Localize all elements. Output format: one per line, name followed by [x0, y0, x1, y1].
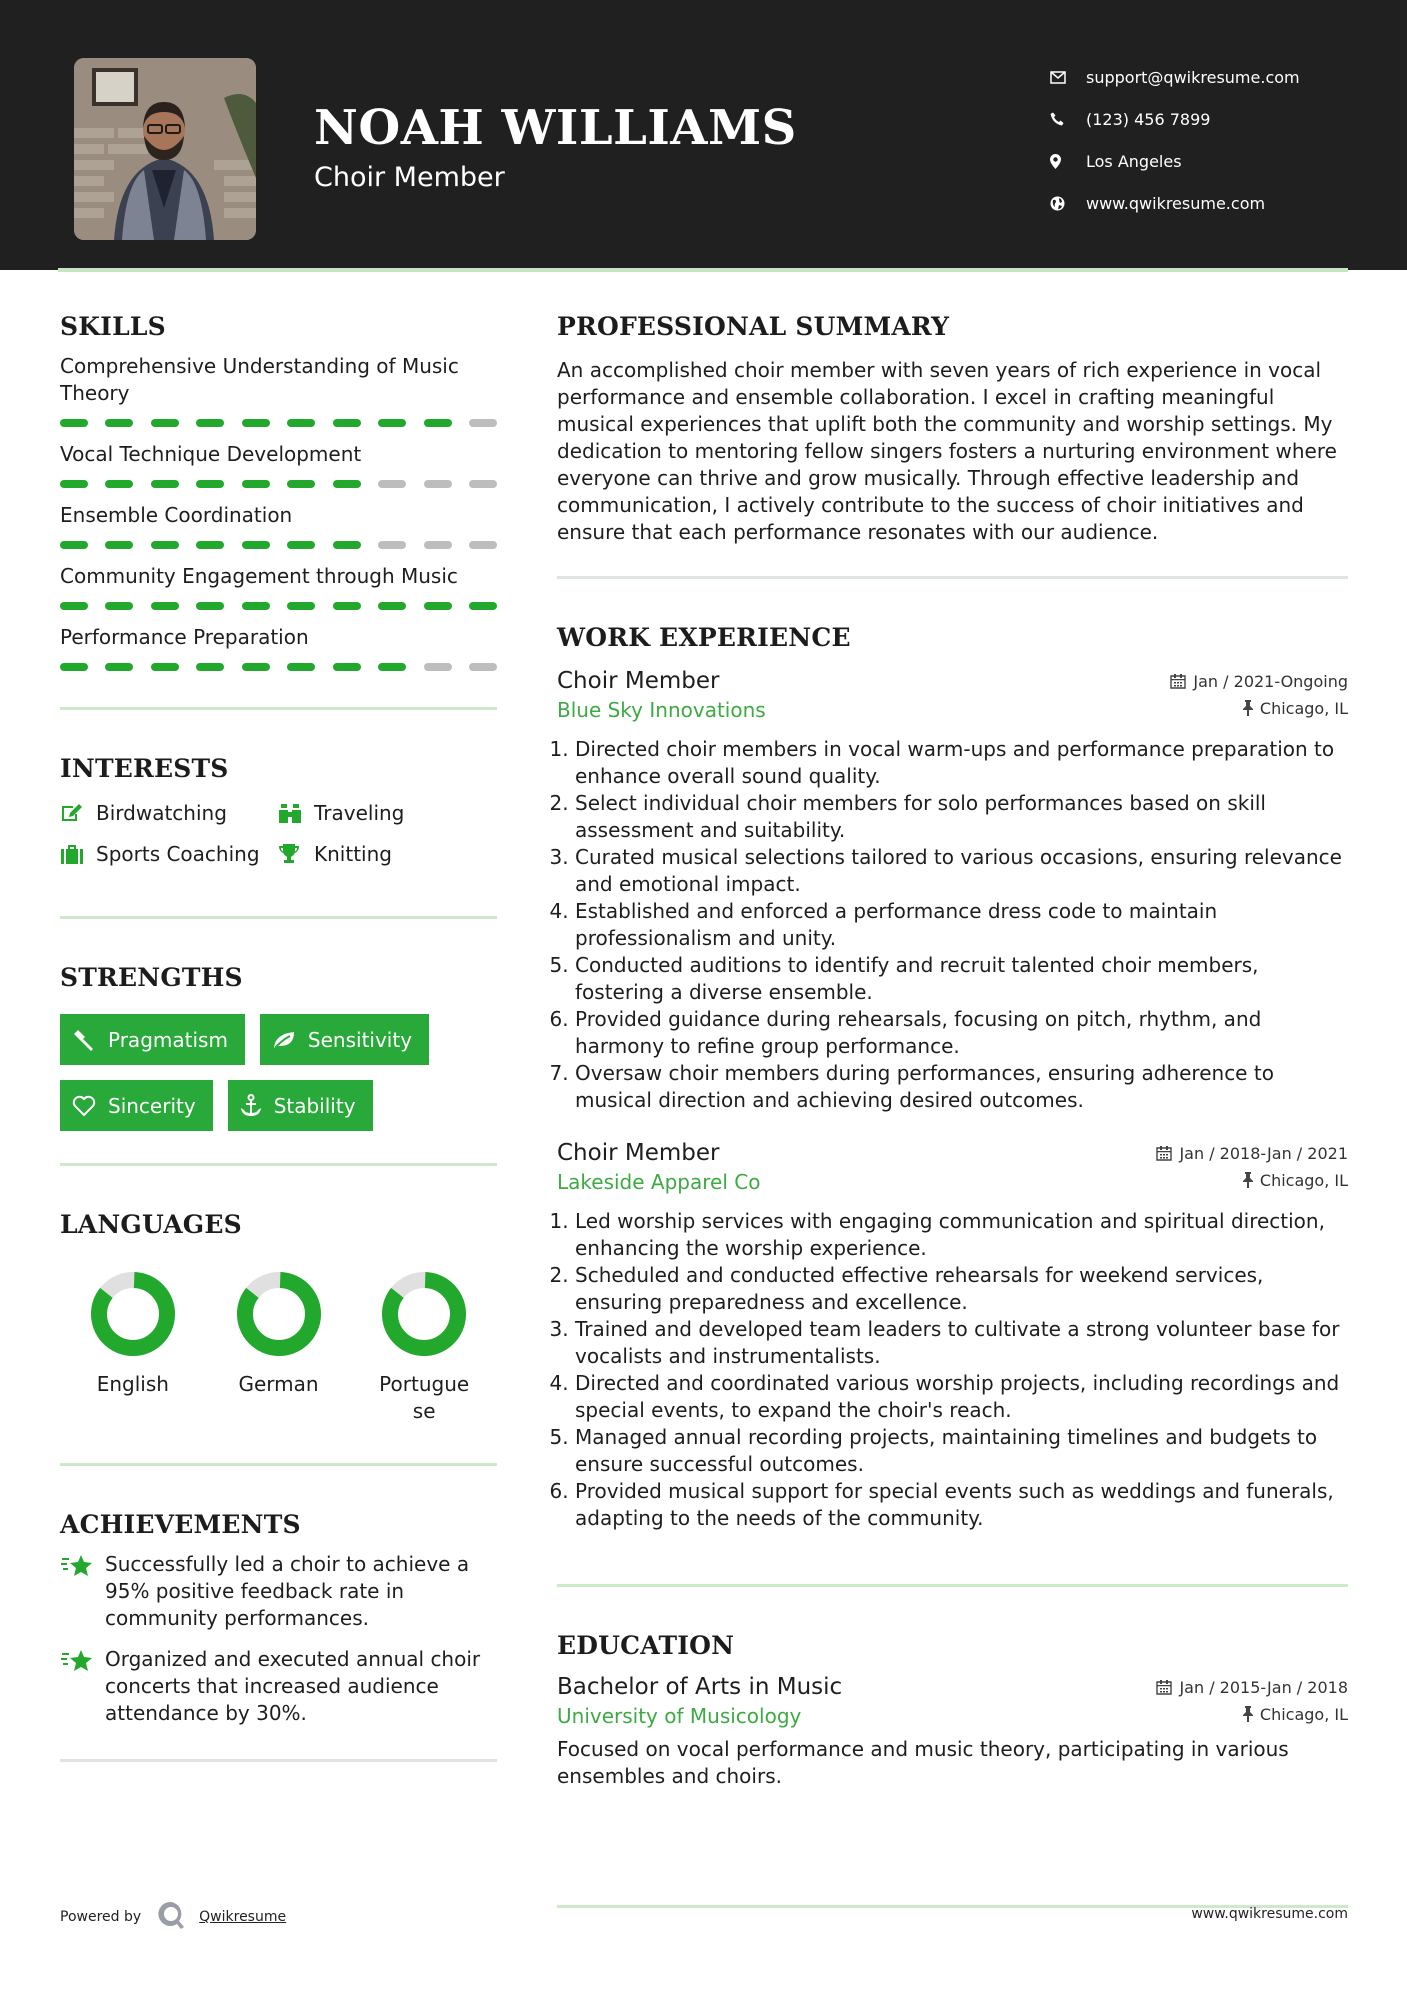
- skill-rating-bar: [60, 419, 497, 427]
- powered-by-label: Powered by: [60, 1909, 142, 1925]
- binoculars-icon: [278, 802, 314, 824]
- rating-segment: [151, 480, 179, 488]
- language-label: Portuguese: [379, 1372, 470, 1423]
- resume-header: [0, 0, 1407, 270]
- calendar-icon: [1156, 1679, 1172, 1695]
- calendar-icon: [1170, 673, 1186, 689]
- education-dates: [1156, 1678, 1348, 1697]
- rating-segment: [469, 541, 497, 549]
- interest-item: [60, 842, 278, 866]
- globe-icon: [1050, 196, 1086, 211]
- suitcase-icon: [60, 844, 96, 864]
- rating-segment: [196, 480, 224, 488]
- interest-item: [60, 801, 278, 825]
- profile-photo-image: [74, 58, 256, 240]
- duty-item: 4. Established and enforced a performance dress code to maintain professionalism and unity.: [575, 898, 1348, 952]
- duty-item: 2. Scheduled and conducted effective rehearsals for weekend services, ensuring preparedness and excellence.: [575, 1262, 1348, 1316]
- section-divider: [557, 576, 1348, 579]
- language-label: English: [96, 1372, 169, 1396]
- contact-email-text: support@qwikresume.com: [1086, 67, 1300, 87]
- footer-url[interactable]: www.qwikresume.com: [1191, 1906, 1348, 1922]
- experience-title: WORK EXPERIENCE: [557, 623, 851, 652]
- pushpin-icon: [1243, 1706, 1253, 1722]
- rating-segment: [242, 663, 270, 671]
- job-dates: [1156, 1144, 1348, 1163]
- rating-segment: [378, 480, 406, 488]
- duty-item: 6. Provided guidance during rehearsals, focusing on pitch, rhythm, and harmony to refine group performance.: [575, 1006, 1348, 1060]
- rating-segment: [242, 541, 270, 549]
- strength-badge: [60, 1014, 245, 1065]
- job-location-text: Chicago, IL: [1259, 1170, 1348, 1190]
- contact-website-text: www.qwikresume.com: [1086, 193, 1266, 213]
- rating-segment: [469, 663, 497, 671]
- anchor-icon: [240, 1094, 262, 1118]
- calendar-icon: [1156, 1145, 1172, 1161]
- rating-segment: [378, 663, 406, 671]
- achievement-text: Successfully led a choir to achieve a 95% positive feedback rate in community performances.: [105, 1552, 470, 1630]
- strength-label: Sincerity: [108, 1093, 196, 1118]
- rating-segment: [242, 419, 270, 427]
- education-section: [557, 1631, 1348, 1790]
- language-item: [206, 1269, 352, 1425]
- rating-segment: [196, 541, 224, 549]
- rating-segment: [424, 663, 452, 671]
- skill-rating-bar: [60, 663, 497, 671]
- language-item: [351, 1269, 497, 1425]
- map-marker-icon: [1050, 154, 1086, 169]
- trophy-icon: [278, 843, 314, 865]
- rating-segment: [287, 663, 315, 671]
- rating-segment: [105, 419, 133, 427]
- education-dates-text: Jan / 2015-Jan / 2018: [1179, 1677, 1348, 1697]
- rating-segment: [333, 419, 361, 427]
- interest-label: Sports Coaching: [96, 842, 260, 866]
- skill-rating-bar: [60, 480, 497, 488]
- section-divider: [60, 1463, 497, 1466]
- language-item: [60, 1269, 206, 1425]
- duty-item: 6. Provided musical support for special events such as weddings and funerals, adapting to the needs of the community.: [575, 1478, 1348, 1532]
- education-description: Focused on vocal performance and music theory, participating in various ensembles and choirs.: [557, 1737, 1289, 1788]
- duty-item: 1. Led worship services with engaging communication and spiritual direction, enhancing the worship experience.: [575, 1208, 1348, 1262]
- header-divider: [58, 268, 1348, 272]
- job-company: Blue Sky Innovations: [557, 698, 766, 722]
- right-column: [557, 312, 1348, 1790]
- interests-section: [60, 754, 497, 866]
- rating-segment: [424, 602, 452, 610]
- job-entry: [557, 1140, 1348, 1532]
- skills-list: [60, 353, 497, 671]
- rating-segment: [424, 541, 452, 549]
- job-dates-text: Jan / 2018-Jan / 2021: [1179, 1143, 1348, 1163]
- rating-segment: [333, 663, 361, 671]
- skill-name: Performance Preparation: [60, 625, 309, 649]
- envelope-icon: [1050, 71, 1086, 84]
- duty-item: 1. Directed choir members in vocal warm-ups and performance preparation to enhance overall sound quality.: [575, 736, 1348, 790]
- education-location-text: Chicago, IL: [1259, 1704, 1348, 1724]
- strength-badge: [60, 1080, 213, 1131]
- rating-segment: [151, 419, 179, 427]
- achievements-section: [60, 1510, 497, 1727]
- rating-segment: [60, 480, 88, 488]
- degree: Bachelor of Arts in Music: [557, 1674, 843, 1700]
- achievements-title: ACHIEVEMENTS: [60, 1510, 301, 1539]
- rating-segment: [287, 480, 315, 488]
- rating-segment: [424, 480, 452, 488]
- rating-segment: [60, 541, 88, 549]
- job-dates: [1170, 672, 1348, 691]
- skill-item: [60, 502, 497, 549]
- achievement-item: [60, 1551, 497, 1632]
- contact-email[interactable]: [1050, 56, 1300, 98]
- rating-segment: [151, 663, 179, 671]
- school: University of Musicology: [557, 1704, 802, 1728]
- rating-segment: [333, 541, 361, 549]
- rating-segment: [151, 602, 179, 610]
- education-title: EDUCATION: [557, 1631, 735, 1660]
- rating-segment: [378, 419, 406, 427]
- duty-item: 5. Conducted auditions to identify and recruit talented choir members, fostering a diverse ensemble.: [575, 952, 1348, 1006]
- rating-segment: [469, 602, 497, 610]
- rating-segment: [196, 663, 224, 671]
- rating-segment: [469, 419, 497, 427]
- contact-phone[interactable]: [1050, 98, 1300, 140]
- rating-segment: [242, 480, 270, 488]
- job-location-text: Chicago, IL: [1259, 698, 1348, 718]
- achievement-text: Organized and executed annual choir concerts that increased audience attendance by 30%.: [105, 1647, 481, 1725]
- strengths-section: [60, 963, 497, 1131]
- interest-item: [278, 842, 478, 866]
- rating-segment: [242, 602, 270, 610]
- candidate-title: Choir Member: [314, 162, 505, 193]
- job-dates-text: Jan / 2021-Ongoing: [1193, 671, 1348, 691]
- strengths-title: STRENGTHS: [60, 963, 243, 992]
- education-entry: [557, 1674, 1348, 1790]
- profile-photo: [74, 58, 256, 240]
- job-role: Choir Member: [557, 1140, 720, 1166]
- experience-section: [557, 623, 1348, 1532]
- rating-segment: [60, 419, 88, 427]
- strengths-list: [60, 1014, 480, 1131]
- interest-label: Knitting: [314, 842, 392, 866]
- rating-segment: [196, 602, 224, 610]
- job-duties: [557, 1208, 1348, 1532]
- shooting-star-icon: [60, 1646, 105, 1727]
- language-label: German: [238, 1372, 319, 1396]
- duty-item: 5. Managed annual recording projects, maintaining timelines and budgets to ensure successful outcomes.: [575, 1424, 1348, 1478]
- language-proficiency-donut: [88, 1269, 178, 1359]
- gavel-icon: [72, 1028, 96, 1052]
- rating-segment: [60, 663, 88, 671]
- section-divider: [60, 1759, 497, 1762]
- contact-location: [1050, 140, 1300, 182]
- skill-rating-bar: [60, 541, 497, 549]
- pushpin-icon: [1243, 1172, 1253, 1188]
- interest-item: [278, 801, 478, 825]
- interests-title: INTERESTS: [60, 754, 229, 783]
- duty-item: 3. Trained and developed team leaders to cultivate a strong volunteer base for vocalists and instrumentalists.: [575, 1316, 1348, 1370]
- heart-icon: [72, 1095, 96, 1117]
- interest-label: Traveling: [314, 801, 405, 825]
- strength-badge: [228, 1080, 373, 1131]
- rating-segment: [105, 541, 133, 549]
- contact-website[interactable]: [1050, 182, 1300, 224]
- language-proficiency-donut: [234, 1269, 324, 1359]
- language-proficiency-donut: [379, 1269, 469, 1359]
- rating-segment: [60, 602, 88, 610]
- education-location: [1243, 1705, 1348, 1724]
- rating-segment: [333, 602, 361, 610]
- left-column: [60, 312, 497, 1762]
- skill-item: [60, 353, 497, 427]
- summary-text: An accomplished choir member with seven years of rich experience in vocal performance and ensemble collaboration. I excel in crafting meaningful musical experiences that uplift both the community and worship settings. My dedication to mentoring fellow singers fosters a nurturing environment where everyone can thrive and grow musically. Through effective leadership and communication, I actively contribute to the success of choir initiatives and ensure that each performance resonates with our audience.: [557, 358, 1337, 544]
- contact-location-text: Los Angeles: [1086, 151, 1182, 171]
- skill-item: [60, 563, 497, 610]
- strength-label: Pragmatism: [108, 1027, 228, 1052]
- skill-rating-bar: [60, 602, 497, 610]
- skills-title: SKILLS: [60, 312, 166, 341]
- contact-phone-text: (123) 456 7899: [1086, 109, 1211, 129]
- qwikresume-link[interactable]: Qwikresume: [199, 1909, 287, 1925]
- rating-segment: [287, 602, 315, 610]
- strength-badge: [260, 1014, 429, 1065]
- job-duties: [557, 736, 1348, 1114]
- rating-segment: [105, 480, 133, 488]
- skill-name: Community Engagement through Music: [60, 564, 458, 588]
- job-location: [1243, 1171, 1348, 1190]
- summary-section: [557, 312, 1348, 546]
- powered-by: [60, 1900, 286, 1934]
- rating-segment: [378, 541, 406, 549]
- section-divider: [60, 1163, 497, 1166]
- skill-name: Comprehensive Understanding of Music Theory: [60, 354, 459, 405]
- languages-title: LANGUAGES: [60, 1210, 242, 1239]
- strength-label: Stability: [273, 1093, 356, 1118]
- duty-item: 7. Oversaw choir members during performances, ensuring adherence to musical direction and achieving desired outcomes.: [575, 1060, 1348, 1114]
- shooting-star-icon: [60, 1551, 105, 1632]
- rating-segment: [151, 541, 179, 549]
- rating-segment: [333, 480, 361, 488]
- job-role: Choir Member: [557, 668, 720, 694]
- rating-segment: [287, 541, 315, 549]
- interests-list: [60, 801, 497, 866]
- interest-label: Birdwatching: [96, 801, 227, 825]
- edit-icon: [60, 803, 96, 823]
- job-location: [1243, 699, 1348, 718]
- duty-item: 3. Curated musical selections tailored to various occasions, ensuring relevance and emotional impact.: [575, 844, 1348, 898]
- job-company: Lakeside Apparel Co: [557, 1170, 761, 1194]
- leaf-icon: [272, 1030, 296, 1050]
- languages-section: [60, 1210, 497, 1425]
- rating-segment: [469, 480, 497, 488]
- contact-list: [1050, 56, 1300, 224]
- strength-label: Sensitivity: [307, 1027, 413, 1052]
- rating-segment: [196, 419, 224, 427]
- phone-icon: [1050, 112, 1086, 126]
- section-divider: [557, 1584, 1348, 1587]
- duty-item: 4. Directed and coordinated various worship projects, including recordings and special events, to expand the choir's reach.: [575, 1370, 1348, 1424]
- rating-segment: [287, 419, 315, 427]
- achievement-item: [60, 1646, 497, 1727]
- skill-item: [60, 441, 497, 488]
- rating-segment: [105, 663, 133, 671]
- qwikresume-logo-icon: [157, 1900, 185, 1934]
- rating-segment: [105, 602, 133, 610]
- rating-segment: [424, 419, 452, 427]
- skills-section: [60, 312, 497, 671]
- job-entry: [557, 668, 1348, 1114]
- section-divider: [60, 916, 497, 919]
- duty-item: 2. Select individual choir members for solo performances based on skill assessment and suitability.: [575, 790, 1348, 844]
- summary-title: PROFESSIONAL SUMMARY: [557, 312, 950, 341]
- skill-item: [60, 624, 497, 671]
- skill-name: Ensemble Coordination: [60, 503, 293, 527]
- rating-segment: [378, 602, 406, 610]
- skill-name: Vocal Technique Development: [60, 442, 362, 466]
- languages-list: [60, 1269, 497, 1425]
- section-divider: [60, 707, 497, 710]
- pushpin-icon: [1243, 700, 1253, 716]
- candidate-name: NOAH WILLIAMS: [314, 100, 797, 156]
